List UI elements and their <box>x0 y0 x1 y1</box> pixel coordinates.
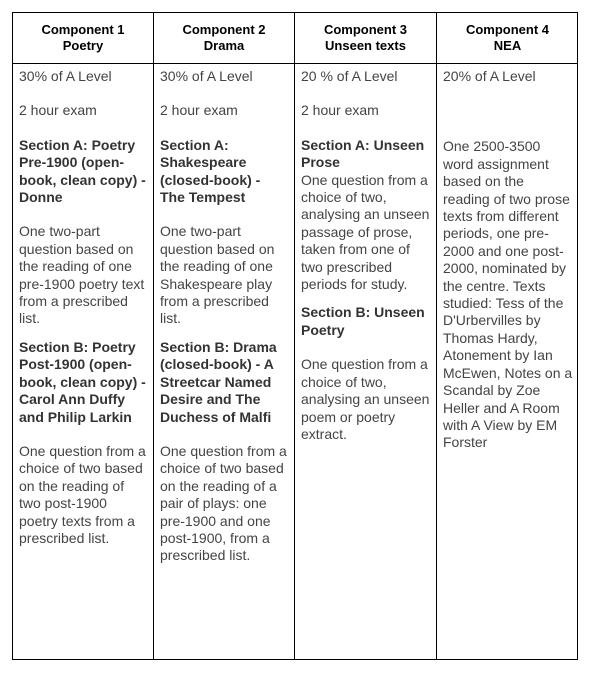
section-b-text: One question from a choice of two, analysing an unseen poem or poetry extract. <box>301 356 430 442</box>
weight-text: 30% of A Level <box>160 68 253 84</box>
components-table <box>12 12 578 660</box>
exam-text: 2 hour exam <box>160 102 238 119</box>
section-a-text: One question from a choice of two, analysing an unseen passage of prose, taken from one of two prescribed periods for study. <box>301 171 430 293</box>
section-a-text: One two-part question based on the reading of one Shakespeare play from a prescribed list. <box>160 223 275 327</box>
header-component-1 <box>13 13 153 63</box>
nea-description: One 2500-3500 word assignment based on the reading of two prose texts from different periods, one pre-2000 and one post- 2000, nominated by the centre. Texts studied: Tess of the D'Urbervilles by Thomas Hardy, Atonement by Ian McEwen, Notes on a Scandal by Zoe Heller and A Room with A View by EM Forster <box>443 138 573 451</box>
header-component-3 <box>295 13 436 63</box>
header-component-2-line2: Drama <box>203 38 245 53</box>
header-component-4-line1: Component 4 <box>465 22 550 37</box>
cell-component-3 <box>295 64 436 659</box>
header-component-1-line1: Component 1 <box>41 22 125 37</box>
header-component-1-line2: Poetry <box>62 38 104 53</box>
exam-text: 2 hour exam <box>19 102 97 119</box>
section-b-title: Section B: Unseen Poetry <box>301 304 425 338</box>
section-a-text: One two-part question based on the reading of one pre-1900 poetry text from a prescribed list. <box>19 223 145 327</box>
cell-component-4 <box>437 64 578 659</box>
exam-text: 2 hour exam <box>301 102 379 119</box>
header-component-2-line1: Component 2 <box>182 22 266 37</box>
section-a-title: Section A: Poetry Pre-1900 (open-book, clean copy) - Donne <box>19 136 146 206</box>
cell-component-2 <box>154 64 294 659</box>
section-b-text: One question from a choice of two based on the reading of a pair of plays: one pre-1900 and one post-1900, from a prescribed list. <box>160 442 287 564</box>
weight-text: 20% of A Level <box>443 68 536 84</box>
weight-text: 30% of A Level <box>19 68 112 84</box>
cell-component-1 <box>13 64 153 659</box>
section-b-title: Section B: Drama (closed-book) - A Streetcar Named Desire and The Duchess of Malfi <box>160 338 277 425</box>
section-a-title: Section A: Unseen Prose <box>301 136 425 171</box>
section-b-title: Section B: Poetry Post-1900 (open-book, clean copy) - Carol Ann Duffy and Philip Larkin <box>19 338 146 425</box>
header-component-4 <box>437 13 578 63</box>
header-component-3-line1: Component 3 <box>323 22 408 37</box>
weight-text: 20 % of A Level <box>301 68 398 84</box>
header-component-3-line2: Unseen texts <box>325 38 406 53</box>
section-a-title: Section A: Shakespeare (closed-book) - The Tempest <box>160 136 261 206</box>
header-component-2 <box>154 13 294 63</box>
header-component-4-line2: NEA <box>493 38 522 53</box>
section-b-text: One question from a choice of two based on the reading of two post-1900 poetry texts from a prescribed list. <box>19 442 146 546</box>
